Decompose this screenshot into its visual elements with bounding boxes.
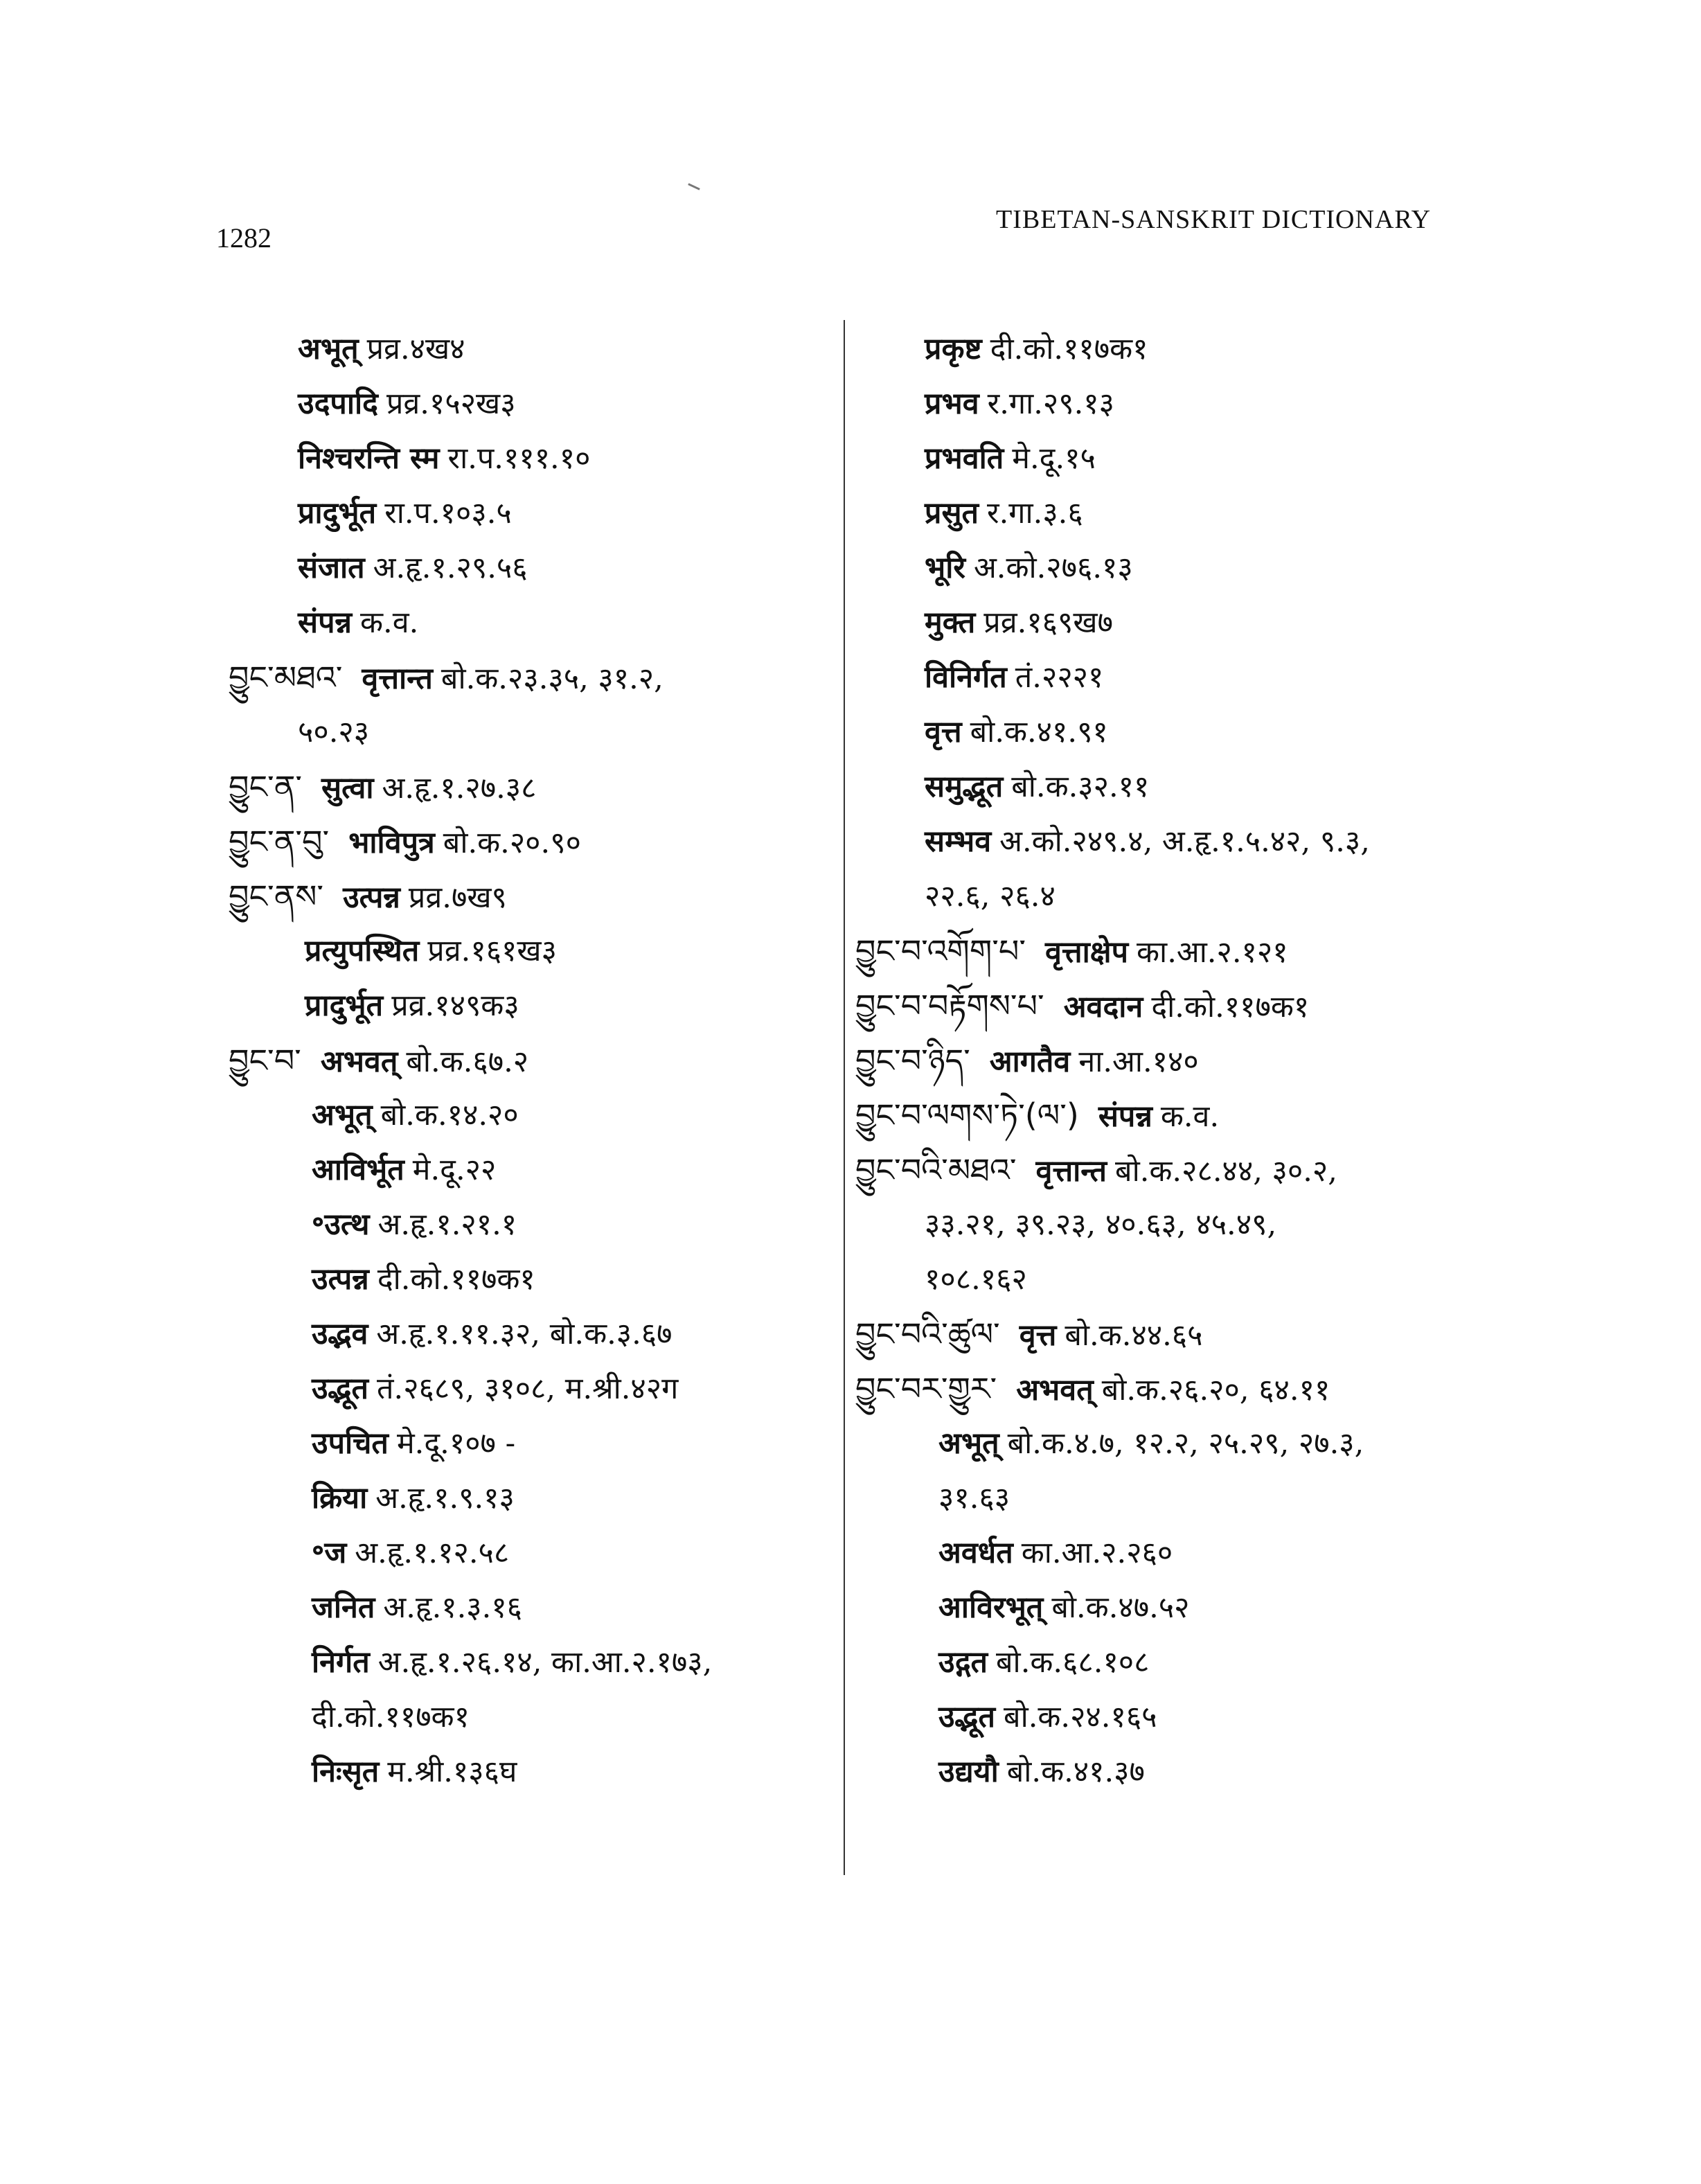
dictionary-sub-entry (229, 1635, 824, 1690)
dictionary-sub-entry (855, 815, 1479, 869)
dictionary-sub-entry (229, 1088, 824, 1143)
sanskrit-term: निर्गत (312, 1645, 370, 1680)
dictionary-sub-entry (229, 432, 824, 486)
dictionary-sub-entry (855, 486, 1479, 541)
dictionary-sub-entry (855, 377, 1479, 432)
source-reference: रा.प.१११.१० (447, 441, 591, 476)
sanskrit-term: उत्पन्न (312, 1262, 369, 1297)
sanskrit-term: जनित (312, 1590, 375, 1625)
dictionary-sub-entry (855, 1581, 1479, 1635)
sanskrit-term: वृत्ताक्षेप (1045, 935, 1129, 970)
dictionary-headword-entry (855, 1033, 1479, 1088)
dictionary-sub-entry (855, 322, 1479, 377)
sanskrit-term: आविर्भूत (312, 1153, 404, 1187)
source-reference: दी.को.११७क१ (1151, 990, 1310, 1024)
dictionary-sub-entry (855, 705, 1479, 760)
dictionary-sub-entry (229, 596, 824, 650)
tibetan-headword: བྱུང་བ་ཉིད་ (855, 1042, 970, 1079)
source-reference: ५०.२३ (298, 715, 370, 749)
dictionary-headword-entry (855, 1307, 1479, 1362)
source-reference: क.व. (1160, 1099, 1220, 1134)
sanskrit-term: क्रिया (312, 1481, 368, 1516)
sanskrit-term: भाविपुत्र (348, 826, 435, 860)
dictionary-headword-entry (229, 1033, 824, 1088)
page-number: 1282 (216, 222, 271, 254)
source-reference: म.श्री.१३६घ (387, 1755, 517, 1789)
sanskrit-term: प्रादुर्भूत (298, 496, 377, 531)
source-reference: दी.को.११७क१ (377, 1262, 535, 1297)
tibetan-headword: བྱུང་བ་འགོག་པ་ (855, 932, 1026, 970)
dictionary-sub-entry (855, 1252, 1479, 1307)
sanskrit-term: उद्गत (938, 1645, 988, 1680)
sanskrit-term: अभूत् (298, 332, 359, 366)
source-reference: अ.को.२४९.४, अ.हृ.१.५.४२, ९.३, (999, 824, 1370, 859)
source-reference: अ.हृ.१.३.१६ (383, 1590, 523, 1625)
source-reference: तं.२२२१ (1015, 660, 1104, 695)
source-reference: मे.दू.२२ (412, 1153, 497, 1187)
sanskrit-term: सम्भव (925, 824, 992, 859)
sanskrit-term: अभूत् (938, 1426, 999, 1461)
sanskrit-term: अभवत् (320, 1045, 398, 1079)
source-reference: रा.प.१०३.५ (384, 496, 512, 531)
source-reference: अ.हृ.१.९.१३ (375, 1481, 515, 1516)
stray-mark (688, 183, 700, 190)
source-reference: बो.क.४४.६५ (1065, 1318, 1203, 1353)
sanskrit-term: ॰ज (312, 1536, 347, 1570)
tibetan-headword: བྱུང་ན་བུ་ (229, 823, 330, 860)
tibetan-headword: བྱུང་ནས་ (229, 878, 324, 915)
sanskrit-term: उद्भूत (938, 1700, 996, 1734)
sanskrit-term: संजात (298, 551, 365, 585)
dictionary-sub-entry (229, 924, 824, 979)
sanskrit-term: वृत्त (1019, 1318, 1057, 1353)
sanskrit-term: सुत्वा (321, 771, 374, 806)
source-reference: का.आ.२.२६० (1021, 1536, 1173, 1570)
dictionary-sub-entry (855, 1417, 1479, 1471)
dictionary-headword-entry (855, 1362, 1479, 1417)
dictionary-sub-entry (855, 1635, 1479, 1690)
sanskrit-term: निश्चरन्ति स्म (298, 441, 440, 476)
source-reference: अ.हृ.१.२६.१४, का.आ.२.१७३, (377, 1645, 713, 1680)
dictionary-sub-entry (229, 1745, 824, 1800)
source-reference: प्रव्र.१६१ख३ (427, 934, 557, 968)
sanskrit-term: भूरि (925, 551, 965, 585)
sanskrit-term: उद्भव (312, 1317, 368, 1351)
sanskrit-term: प्रकृष्ट (925, 332, 982, 366)
dictionary-sub-entry (855, 1471, 1479, 1526)
source-reference: प्रव्र.१५२ख३ (386, 387, 516, 421)
dictionary-headword-entry (229, 760, 824, 815)
dictionary-sub-entry (229, 541, 824, 596)
dictionary-headword-entry (229, 650, 824, 705)
dictionary-sub-entry (855, 596, 1479, 650)
dictionary-headword-entry (855, 979, 1479, 1033)
sanskrit-term: उदपादि (298, 387, 378, 421)
source-reference: बो.क.६७.२ (406, 1045, 529, 1079)
dictionary-headword-entry (229, 815, 824, 869)
dictionary-sub-entry (229, 1690, 824, 1745)
source-reference: बो.क.४७.५२ (1051, 1590, 1190, 1625)
tibetan-headword: བྱུང་བ་བརྟོགས་པ་ (855, 987, 1044, 1024)
sanskrit-term: अभूत् (312, 1098, 373, 1133)
sanskrit-term: संपन्न (298, 605, 353, 640)
source-reference: बो.क.२०.९० (443, 826, 581, 860)
sanskrit-term: प्रसुत (925, 496, 979, 531)
column-divider (844, 320, 845, 1875)
source-reference: बो.क.३२.११ (1011, 770, 1150, 804)
sanskrit-term: अवदान (1063, 990, 1143, 1024)
source-reference: प्रव्र.१४९क३ (391, 988, 519, 1023)
dictionary-headword-entry (229, 869, 824, 924)
dictionary-sub-entry (855, 1198, 1479, 1252)
sanskrit-term: निःसृत (312, 1755, 380, 1789)
source-reference: बो.क.४१.९१ (970, 715, 1108, 749)
tibetan-headword: བྱུང་མཐའ་ (229, 659, 343, 696)
source-reference: अ.हृ.१.२१.१ (377, 1207, 517, 1242)
sanskrit-term: अवर्धत (938, 1536, 1013, 1570)
dictionary-sub-entry (855, 1745, 1479, 1800)
dictionary-sub-entry (229, 377, 824, 432)
source-reference: अ.हृ.१.२९.५६ (373, 551, 528, 585)
dictionary-sub-entry (855, 760, 1479, 815)
dictionary-sub-entry (229, 1198, 824, 1252)
source-reference: क.व. (360, 605, 419, 640)
sanskrit-term: प्रत्युपस्थित (305, 934, 420, 968)
sanskrit-term: उत्पन्न (343, 880, 400, 915)
source-reference: ३१.६३ (938, 1481, 1010, 1516)
source-reference: बो.क.२३.३५, ३१.२, (440, 662, 664, 696)
tibetan-headword: བྱུང་བའི་ཚུལ་ (855, 1315, 1000, 1353)
dictionary-sub-entry (855, 1690, 1479, 1745)
source-reference: अ.हृ.१.१२.५८ (355, 1536, 510, 1570)
sanskrit-term: उद्भूत (312, 1371, 369, 1406)
tibetan-headword: བྱུང་བའི་མཐའ་ (855, 1151, 1017, 1189)
source-reference: बो.क.२६.२०, ६४.११ (1101, 1373, 1330, 1408)
running-head: TIBETAN-SANSKRIT DICTIONARY (996, 205, 1432, 234)
sanskrit-term: उद्ययौ (938, 1755, 999, 1789)
source-reference: प्रव्र.४ख४ (366, 332, 465, 366)
sanskrit-term: ॰उत्थ (312, 1207, 370, 1242)
dictionary-headword-entry (855, 924, 1479, 979)
dictionary-sub-entry (229, 705, 824, 760)
sanskrit-term: समुद्भूत (925, 770, 1004, 804)
sanskrit-term: वृत्तान्त (1035, 1154, 1107, 1189)
dictionary-sub-entry (855, 432, 1479, 486)
dictionary-sub-entry (229, 1581, 824, 1635)
dictionary-sub-entry (229, 1362, 824, 1417)
dictionary-sub-entry (229, 979, 824, 1033)
sanskrit-term: आगतैव (989, 1045, 1071, 1079)
sanskrit-term: अभवत् (1016, 1373, 1094, 1408)
dictionary-sub-entry (229, 1417, 824, 1471)
source-reference: का.आ.२.१२१ (1137, 935, 1288, 970)
tibetan-headword: བྱུང་བ་ལགས་ཏེ་(ལ་) (855, 1097, 1079, 1134)
dictionary-sub-entry (229, 322, 824, 377)
source-reference: अ.हृ.१.२७.३८ (382, 771, 537, 806)
source-reference: प्रव्र.१६९ख७ (983, 605, 1113, 640)
tibetan-headword: བྱུང་བ་ (229, 1042, 301, 1079)
sanskrit-term: वृत्तान्त (362, 662, 433, 696)
source-reference: बो.क.६८.१०८ (996, 1645, 1150, 1680)
sanskrit-term: प्रभव (925, 387, 979, 421)
source-reference: १०८.१६२ (925, 1262, 1027, 1297)
source-reference: तं.२६८९, ३१०८, म.श्री.४२ग (377, 1371, 679, 1406)
left-column (229, 322, 824, 1800)
dictionary-sub-entry (229, 1307, 824, 1362)
source-reference: अ.हृ.१.११.३२, बो.क.३.६७ (376, 1317, 673, 1351)
sanskrit-term: उपचित (312, 1426, 389, 1461)
source-reference: र.गा.२९.१३ (987, 387, 1114, 421)
dictionary-headword-entry (855, 1143, 1479, 1198)
sanskrit-term: आविरभूत् (938, 1590, 1044, 1625)
source-reference: प्रव्र.७ख९ (408, 880, 507, 915)
dictionary-headword-entry (855, 1088, 1479, 1143)
dictionary-sub-entry (855, 1526, 1479, 1581)
sanskrit-term: संपन्न (1098, 1099, 1152, 1134)
dictionary-sub-entry (855, 541, 1479, 596)
source-reference: ना.आ.१४० (1078, 1045, 1199, 1079)
right-column (855, 322, 1479, 1800)
source-reference: दी.को.११७क१ (312, 1700, 470, 1734)
sanskrit-term: प्रभवति (925, 441, 1004, 476)
source-reference: बो.क.२८.४४, ३०.२, (1115, 1154, 1337, 1189)
dictionary-sub-entry (229, 1143, 824, 1198)
dictionary-sub-entry (229, 1471, 824, 1526)
source-reference: २२.६, २६.४ (925, 879, 1056, 914)
tibetan-headword: བྱུང་ན་ (229, 768, 303, 806)
source-reference: दी.को.११७क१ (990, 332, 1148, 366)
sanskrit-term: मुक्त (925, 605, 976, 640)
sanskrit-term: वृत्त (925, 715, 962, 749)
source-reference: बो.क.४.७, १२.२, २५.२९, २७.३, (1007, 1426, 1364, 1461)
source-reference: बो.क.४१.३७ (1006, 1755, 1145, 1789)
dictionary-sub-entry (855, 650, 1479, 705)
dictionary-sub-entry (229, 1526, 824, 1581)
sanskrit-term: विनिर्गत (925, 660, 1007, 695)
source-reference: मे.दू.१०७ - (396, 1426, 516, 1461)
sanskrit-term: प्रादुर्भूत (305, 988, 384, 1023)
dictionary-sub-entry (229, 1252, 824, 1307)
source-reference: अ.को.२७६.१३ (973, 551, 1133, 585)
source-reference: र.गा.३.६ (987, 496, 1083, 531)
source-reference: मे.दू.१५ (1012, 441, 1096, 476)
dictionary-sub-entry (229, 486, 824, 541)
source-reference: बो.क.१४.२० (380, 1098, 519, 1133)
tibetan-headword: བྱུང་བར་གྱུར་ (855, 1370, 997, 1408)
source-reference: ३३.२१, ३९.२३, ४०.६३, ४५.४९, (925, 1207, 1277, 1242)
dictionary-sub-entry (855, 869, 1479, 924)
source-reference: बो.क.२४.१६५ (1004, 1700, 1157, 1734)
